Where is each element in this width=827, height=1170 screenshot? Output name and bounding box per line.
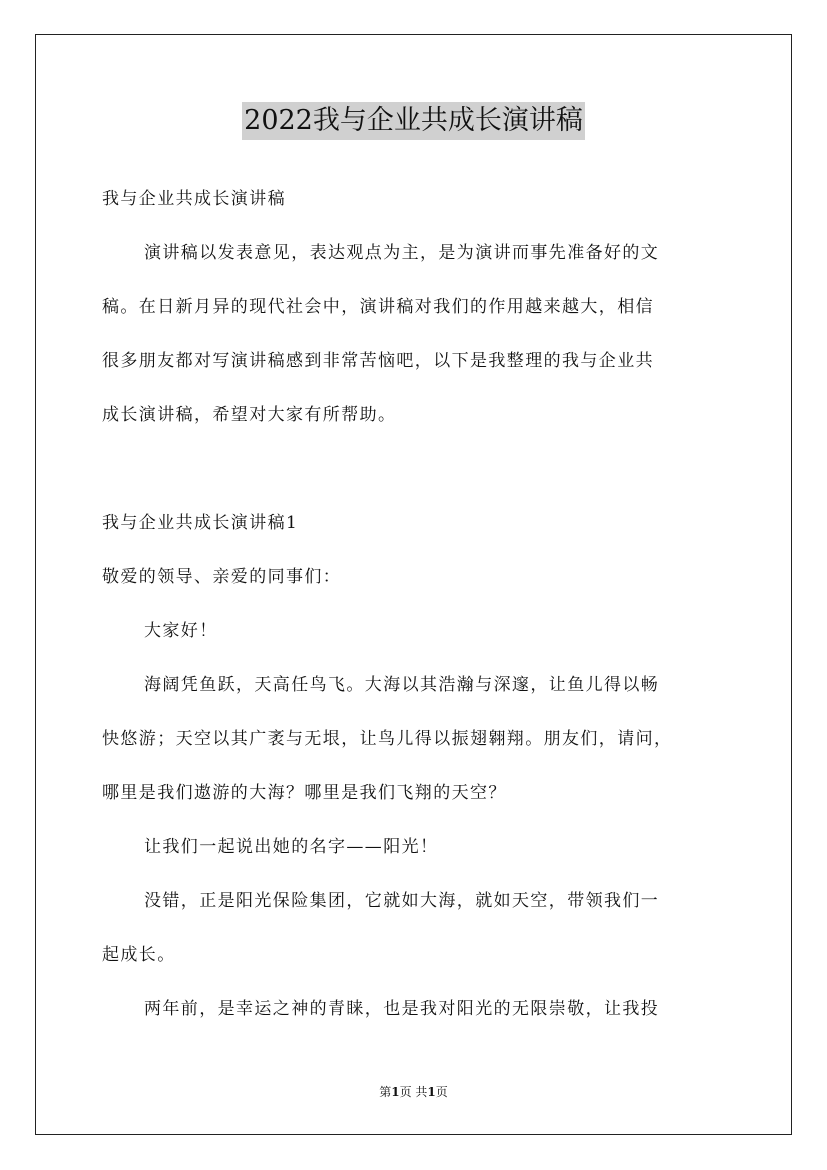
para1-line-3: 哪里是我们遨游的大海？哪里是我们飞翔的天空？	[102, 783, 507, 803]
footer-suffix: 页	[435, 1085, 448, 1099]
para2: 让我们一起说出她的名字——阳光！	[144, 837, 439, 857]
document-body	[102, 172, 727, 1036]
paragraph-spacer	[102, 442, 727, 496]
salutation: 敬爱的领导、亲爱的同事们：	[102, 567, 342, 587]
greeting: 大家好！	[144, 621, 218, 641]
para4-line-1: 两年前，是幸运之神的青睐，也是我对阳光的无限崇敬，让我投	[144, 999, 660, 1019]
para1-line-2: 快悠游；天空以其广袤与无垠，让鸟儿得以振翅翱翔。朋友们，请问，	[102, 729, 673, 749]
footer-current-page: 1	[391, 1085, 400, 1099]
para1-line-1: 海阔凭鱼跃，天高任鸟飞。大海以其浩瀚与深邃，让鱼儿得以畅	[144, 675, 660, 695]
document-title: 2022我与企业共成长演讲稿	[242, 102, 585, 140]
title-container	[0, 102, 827, 140]
section-heading: 我与企业共成长演讲稿1	[102, 513, 299, 533]
para3-line-1: 没错，正是阳光保险集团，它就如大海，就如天空，带领我们一	[144, 891, 660, 911]
intro-line-3: 很多朋友都对写演讲稿感到非常苦恼吧，以下是我整理的我与企业共	[102, 351, 654, 371]
page-footer	[0, 1083, 827, 1101]
footer-prefix: 第	[379, 1085, 392, 1099]
footer-mid: 页 共	[399, 1085, 428, 1099]
intro-line-4: 成长演讲稿，希望对大家有所帮助。	[102, 405, 397, 425]
para3-line-2: 起成长。	[102, 945, 176, 965]
footer-total-pages: 1	[427, 1085, 436, 1099]
intro-line-2: 稿。在日新月异的现代社会中，演讲稿对我们的作用越来越大，相信	[102, 297, 654, 317]
intro-line-1: 演讲稿以发表意见，表达观点为主，是为演讲而事先准备好的文	[144, 243, 660, 263]
subtitle: 我与企业共成长演讲稿	[102, 189, 286, 209]
